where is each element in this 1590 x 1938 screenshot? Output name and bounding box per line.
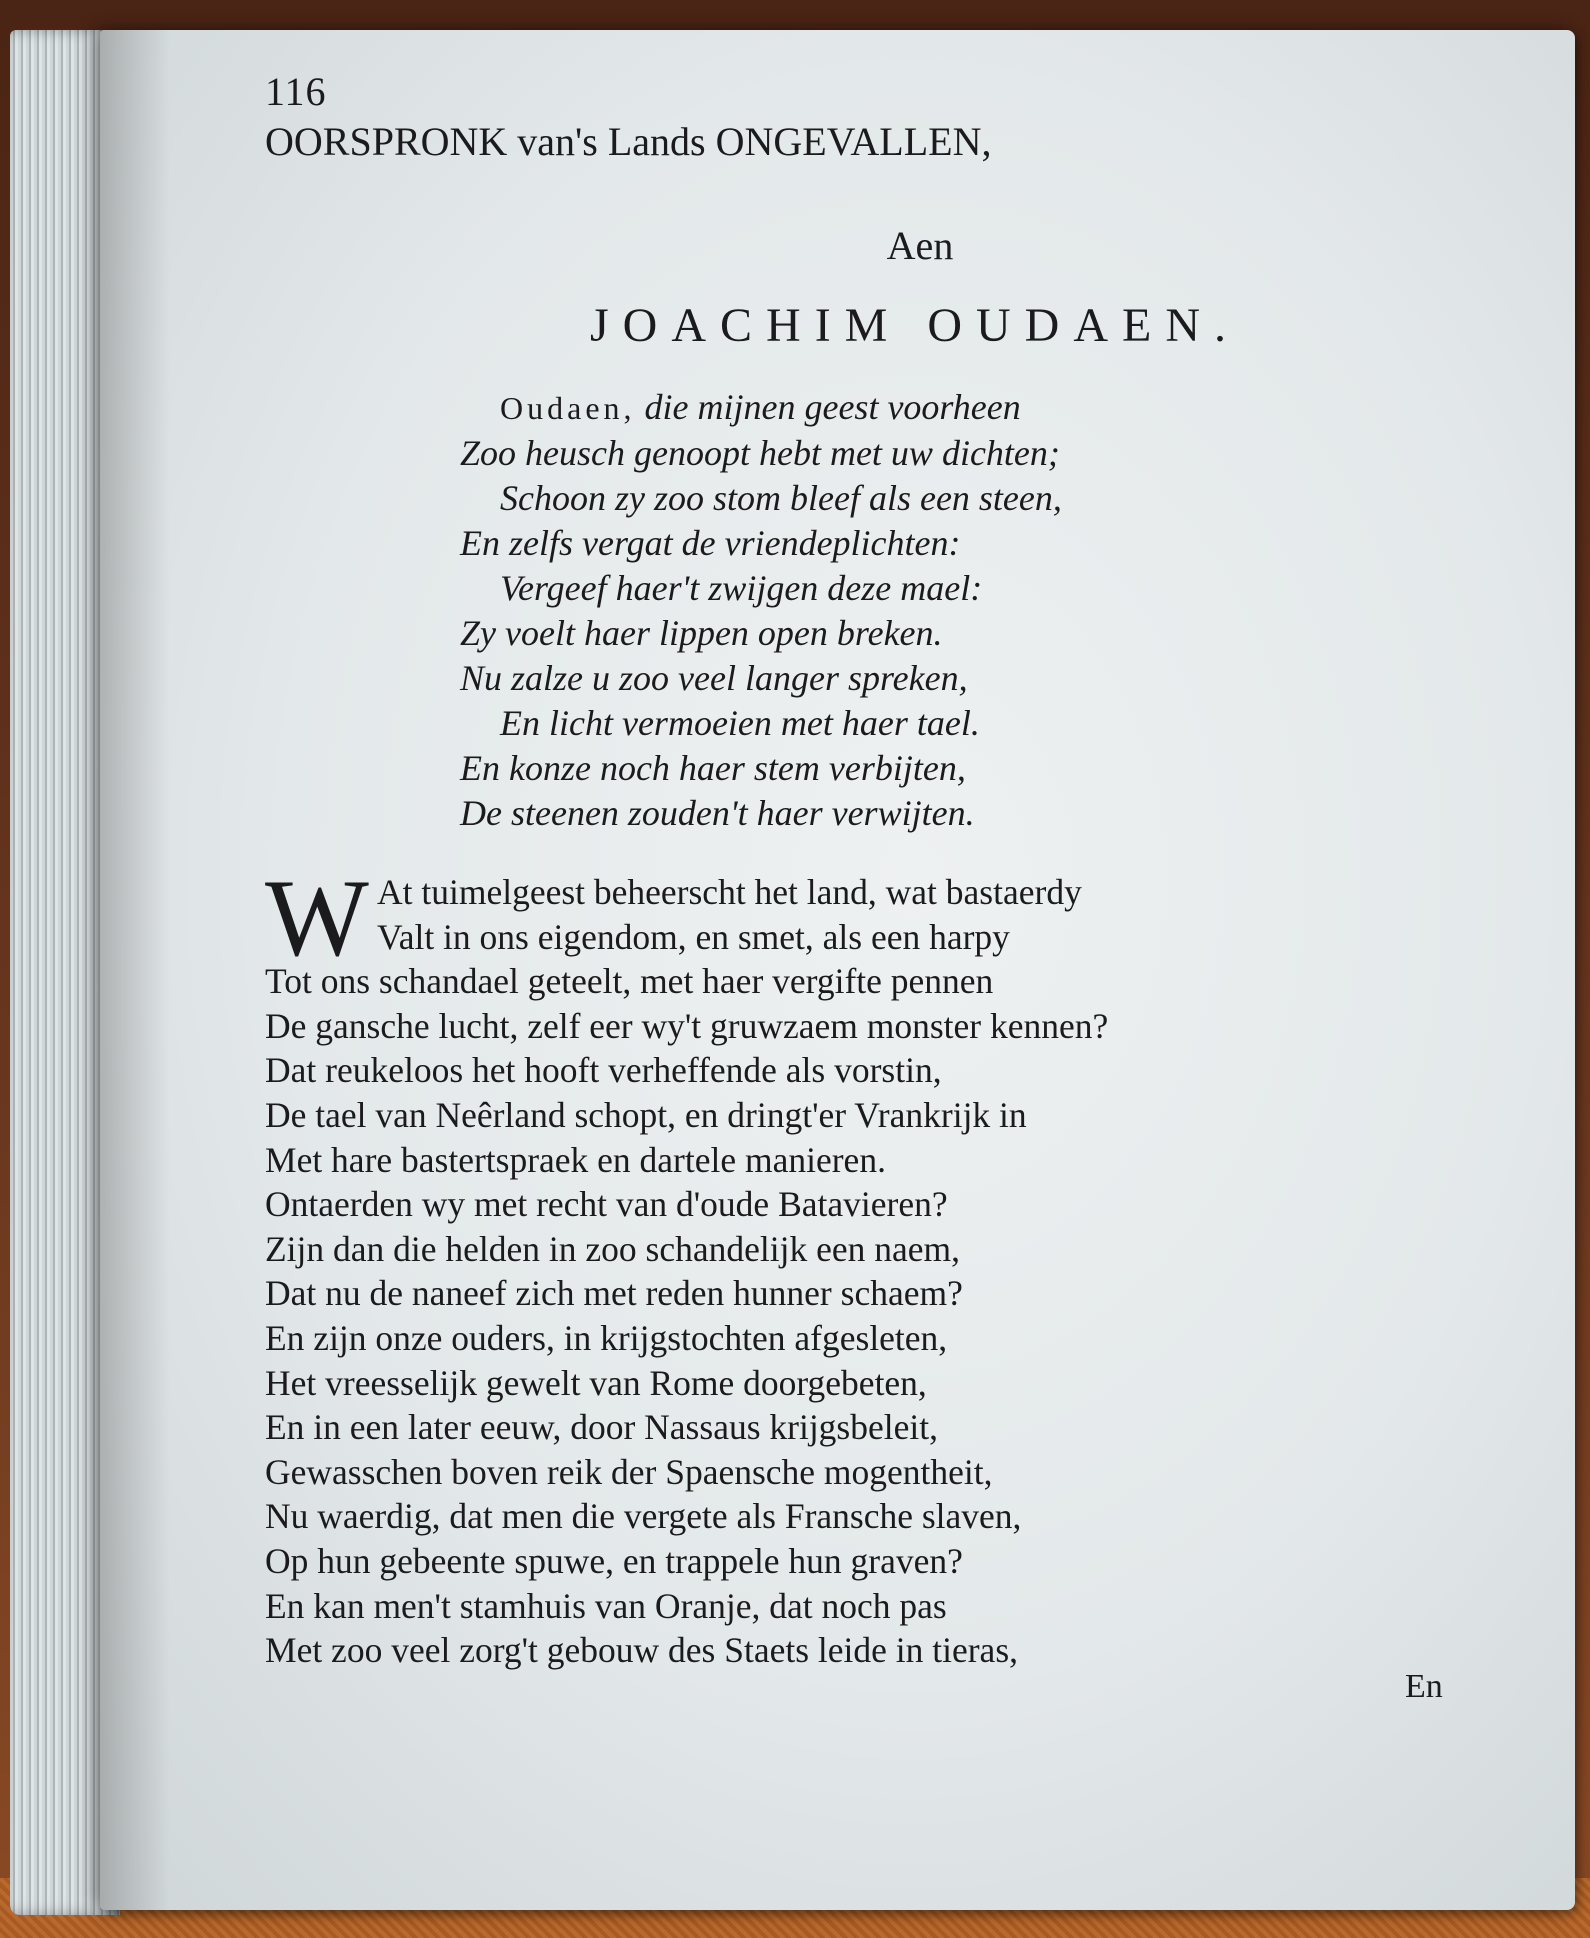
verse-line: De gansche lucht, zelf eer wy't gruwzaem monster kennen? <box>265 1005 1109 1046</box>
verse-line: De tael van Neêrland schopt, en dringt'er Vrankrijk in <box>265 1094 1027 1135</box>
dedication-to: Aen <box>886 223 954 268</box>
poem-line <box>460 701 1360 746</box>
verse-line: Zijn dan die helden in zoo schandelijk een naem, <box>265 1228 960 1269</box>
verse-line: Ontaerden wy met recht van d'oude Batavieren? <box>265 1184 948 1225</box>
poem-smallcaps-name: Oudaen, <box>500 390 636 426</box>
poem-line-text: Zy voelt haer lippen open breken. <box>460 613 943 653</box>
verse-line: Met hare bastertspraek en dartele manieren. <box>265 1139 886 1180</box>
running-title: OORSPRONK van's Lands ONGEVALLEN, <box>265 119 992 164</box>
drop-cap: W <box>265 857 369 979</box>
catchword: En <box>1405 1668 1443 1705</box>
poem-line-text: De steenen zouden't haer verwijten. <box>460 793 975 833</box>
poem-line <box>460 476 1360 521</box>
verse-line: Nu waerdig, dat men die vergete als Fransche slaven, <box>265 1496 1022 1537</box>
verse-line: Dat reukeloos het hooft verheffende als vorstin, <box>265 1050 942 1091</box>
verse-line: Met zoo veel zorg't gebouw des Staets leide in tieras, <box>265 1630 1019 1671</box>
main-verse <box>265 857 1415 1673</box>
page-number: 116 <box>265 69 327 114</box>
dedicatee-name: JOACHIM OUDAEN. <box>590 299 1240 352</box>
poem-line-text: Schoon zy zoo stom bleef als een steen, <box>500 478 1062 518</box>
poem-line <box>460 431 1360 476</box>
poem-line <box>460 746 1360 791</box>
poem-line <box>460 521 1360 566</box>
poem-line-text: Vergeef haer't zwijgen deze mael: <box>500 568 983 608</box>
poem-line-text: En zelfs vergat de vriendeplichten: <box>460 523 961 563</box>
poem-line <box>460 566 1360 611</box>
poem-line <box>460 656 1360 701</box>
poem-line <box>460 385 1360 431</box>
verse-line: Valt in ons eigendom, en smet, als een harpy <box>377 916 1010 957</box>
verse-line: Op hun gebeente spuwe, en trappele hun graven? <box>265 1540 963 1581</box>
poem-line-text: Nu zalze u zoo veel langer spreken, <box>460 658 968 698</box>
poem-line-text: die mijnen geest voorheen <box>635 387 1021 427</box>
dedication-poem <box>460 385 1360 836</box>
verse-line: En kan men't stamhuis van Oranje, dat noch pas <box>265 1585 947 1626</box>
poem-line <box>460 791 1360 836</box>
poem-line-text: Zoo heusch genoopt hebt met uw dichten; <box>460 433 1060 473</box>
verse-line: Het vreesselijk gewelt van Rome doorgebeten, <box>265 1362 927 1403</box>
verse-line: At tuimelgeest beheerscht het land, wat bastaerdy <box>377 872 1082 912</box>
poem-line-text: En licht vermoeien met haer tael. <box>500 703 980 743</box>
poem-line <box>460 611 1360 656</box>
verse-line: Dat nu de naneef zich met reden hunner schaem? <box>265 1273 963 1314</box>
verse-line: En in een later eeuw, door Nassaus krijgsbeleit, <box>265 1407 938 1448</box>
verse-line: Gewasschen boven reik der Spaensche mogentheit, <box>265 1451 993 1492</box>
poem-line-text: En konze noch haer stem verbijten, <box>460 748 966 788</box>
verse-line: Tot ons schandael geteelt, met haer vergifte pennen <box>265 961 994 1002</box>
verse-line: En zijn onze ouders, in krijgstochten afgesleten, <box>265 1317 948 1358</box>
